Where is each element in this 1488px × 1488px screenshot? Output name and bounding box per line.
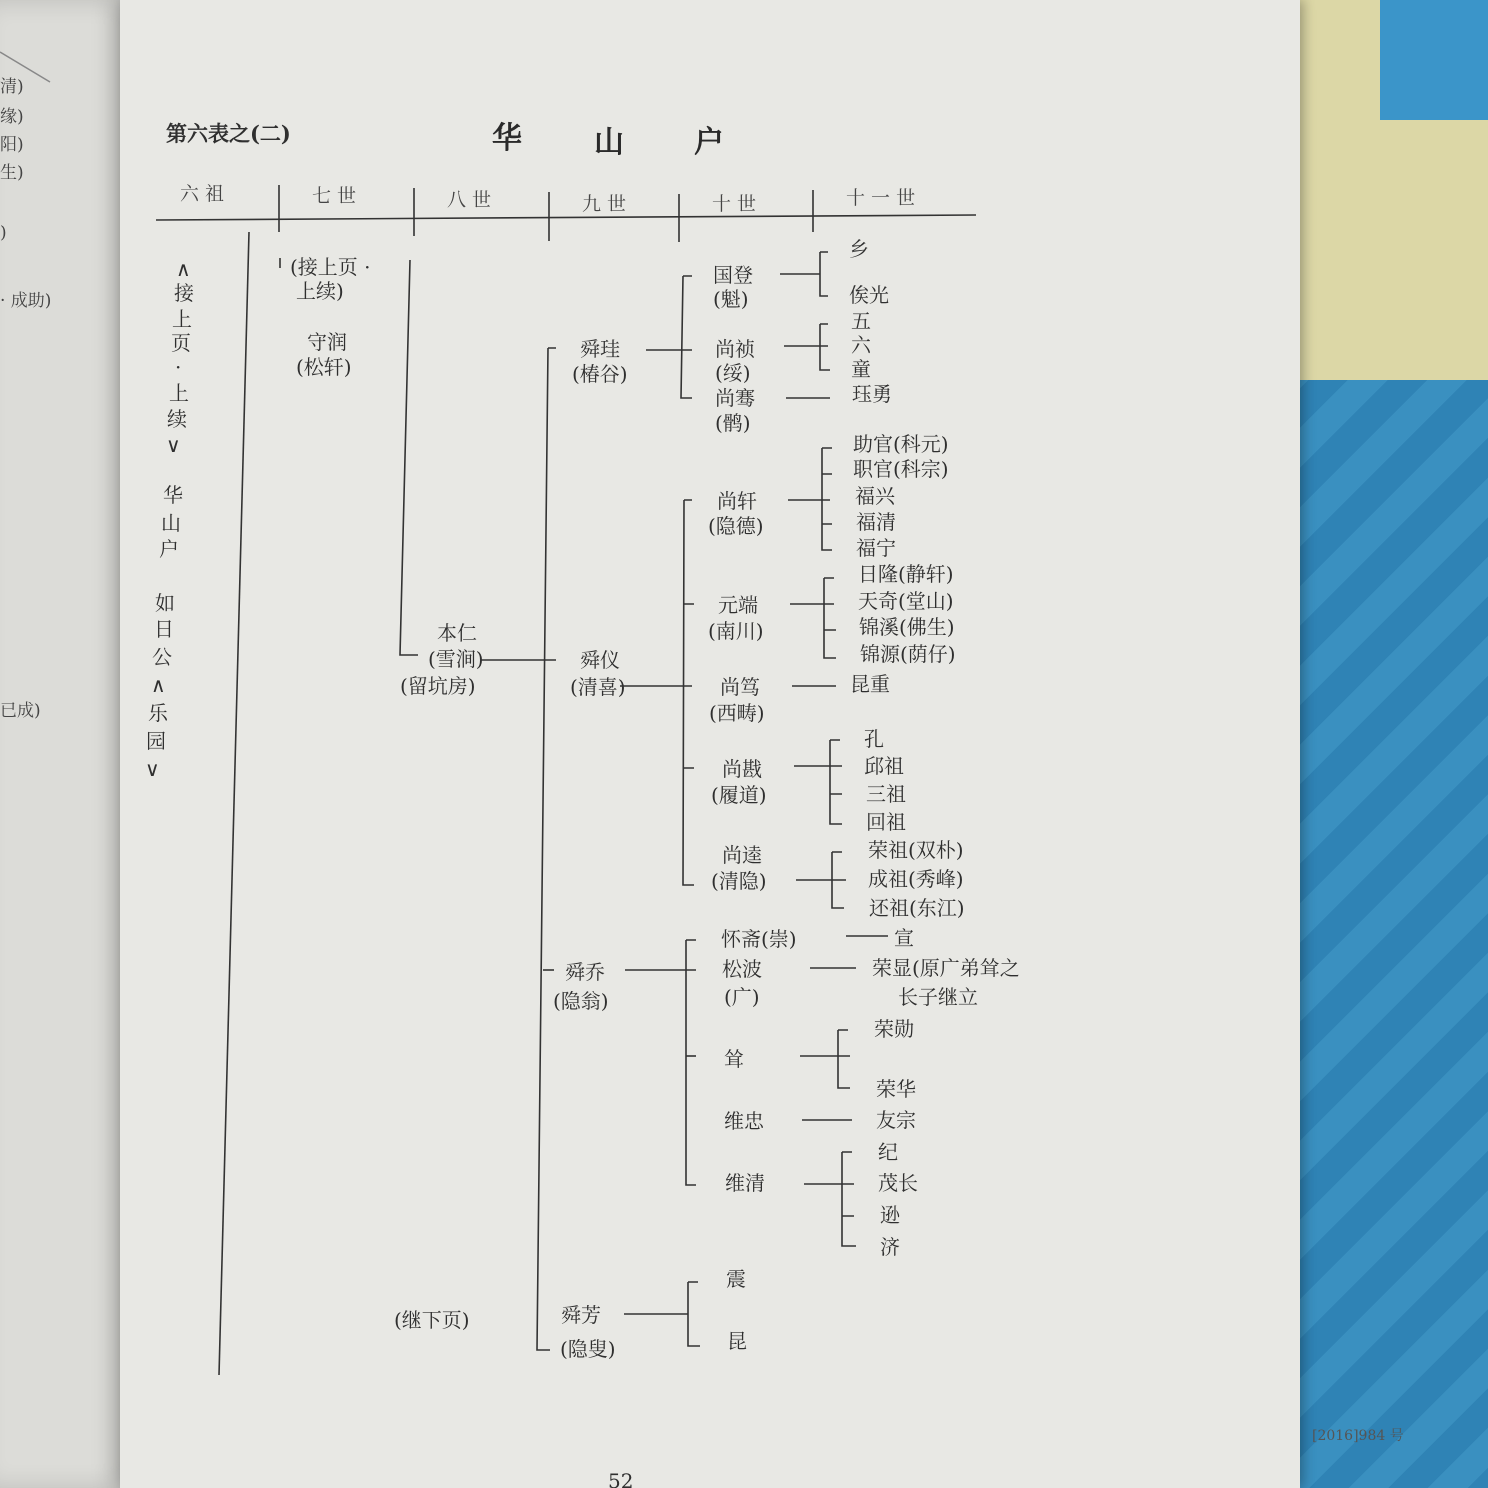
col11-name: 荣勋	[874, 1017, 914, 1041]
col10-name: 尚骞	[715, 386, 755, 410]
vertical-char: ∨	[166, 433, 181, 457]
col11-name: 荣华	[876, 1077, 916, 1101]
col10-name: 昆	[727, 1329, 747, 1353]
col11-name: 成祖(秀峰)	[868, 867, 964, 891]
vertical-char: 上	[169, 381, 189, 405]
vertical-char: 如	[155, 591, 175, 615]
vertical-char: 续	[167, 407, 187, 431]
col11-name: 茂长	[878, 1171, 918, 1195]
vertical-char: 华	[163, 483, 183, 507]
vertical-char: 页	[171, 331, 191, 355]
col11-name: 童	[851, 357, 871, 381]
col10-name: 尚轩	[717, 489, 757, 513]
left-fragment: )	[0, 223, 7, 243]
vertical-char: 公	[152, 645, 172, 669]
col9-alias: (隐翁)	[553, 989, 609, 1013]
col9-name: 舜乔	[565, 960, 605, 984]
col11-name: 俟光	[849, 283, 889, 307]
col8-alias: (雪涧)	[428, 647, 484, 671]
col10-alias: (广)	[724, 985, 760, 1009]
column-header: 十 一 世	[846, 187, 916, 209]
col8-branch: (留坑房)	[400, 674, 476, 698]
left-fragment: 生)	[0, 163, 24, 183]
title-char: 华	[492, 121, 522, 156]
left-fragment: 清)	[0, 77, 24, 97]
col11-name: 三祖	[866, 782, 906, 806]
column-header: 九 世	[582, 193, 627, 215]
col11-name: 昆重	[850, 672, 890, 696]
col11-name: 友宗	[876, 1108, 916, 1132]
column-header: 十 世	[712, 193, 757, 215]
col11-name: 职官(科宗)	[853, 457, 949, 481]
col10-alias: (隐德)	[708, 514, 764, 538]
col11-name: 助官(科元)	[853, 432, 949, 456]
col11-name: 邱祖	[864, 754, 904, 778]
col11-name: 锦溪(佛生)	[859, 615, 955, 639]
col11-name: 纪	[878, 1140, 898, 1164]
col10-alias: (清隐)	[711, 869, 767, 893]
col10-alias: (鹘)	[715, 411, 751, 435]
col11-name: 日隆(静轩)	[858, 562, 954, 586]
col11-name: 荣显(原广弟耸之	[872, 956, 1020, 980]
col11-name: 宣	[894, 926, 914, 950]
vertical-char: ·	[175, 355, 182, 379]
col11	[849, 237, 1020, 1259]
col11-name: 福清	[856, 510, 896, 534]
col11-name: 乡	[849, 237, 869, 261]
edge-stamp: [2016]984 号	[1312, 1428, 1404, 1444]
column-header: 八 世	[447, 189, 492, 211]
vertical-char: 户	[159, 537, 179, 561]
col9-alias: (隐叟)	[560, 1337, 616, 1361]
col7-alias: (松轩)	[296, 355, 352, 379]
col10	[708, 263, 797, 1353]
col6-name	[145, 483, 183, 781]
col10-alias: (履道)	[711, 783, 767, 807]
col10-name: 国登	[713, 263, 753, 287]
left-page-fragments	[0, 52, 51, 721]
tree-connectors	[219, 232, 888, 1375]
col11-name: 逊	[880, 1203, 900, 1227]
col11-name: 孔	[864, 727, 884, 751]
left-fragment: 缘)	[0, 107, 24, 127]
col10-alias: (魁)	[713, 287, 749, 311]
col6-note	[166, 257, 195, 457]
col7-name: 守润	[307, 330, 347, 354]
col11-name: 珏勇	[852, 382, 892, 406]
col7-note-line: (接上页 ·	[290, 255, 371, 279]
title-char: 山	[594, 125, 624, 160]
col11-name: 天奇(堂山)	[858, 589, 954, 613]
col10-name: 怀斋(崇)	[721, 927, 797, 951]
col10-name: 尚祯	[715, 337, 755, 361]
col10-name: 维清	[725, 1171, 765, 1195]
col11-name: 锦源(荫仔)	[860, 642, 956, 666]
col9-name: 舜芳	[561, 1303, 601, 1327]
column-headers	[180, 183, 915, 215]
title-char: 户	[694, 125, 724, 160]
col7-note-line: 上续)	[296, 279, 344, 303]
column-header: 七 世	[312, 185, 357, 207]
column-header: 六 祖	[180, 183, 225, 205]
vertical-char: 园	[146, 729, 166, 753]
vertical-char: 上	[172, 307, 192, 331]
col8-continue-note: (继下页)	[394, 1308, 470, 1332]
col11-name: 福宁	[856, 536, 896, 560]
col10-name: 尚戡	[722, 757, 762, 781]
table-label: 第六表之(二)	[166, 121, 291, 146]
col9-alias: (椿谷)	[572, 362, 628, 386]
vertical-char: ∨	[145, 757, 160, 781]
page-number: 52	[608, 1469, 634, 1488]
col9-name: 舜珪	[580, 337, 620, 361]
col8-name: 本仁	[437, 621, 477, 645]
col9-alias: (清喜)	[570, 675, 626, 699]
vertical-char: ∧	[151, 673, 166, 697]
col10-name: 尚逵	[722, 843, 762, 867]
col10-alias: (绥)	[715, 361, 751, 385]
vertical-char: ∧	[176, 257, 191, 281]
vertical-char: 日	[154, 617, 174, 641]
col11-name: 还祖(东江)	[869, 896, 965, 920]
col11-name: 长子继立	[898, 985, 978, 1009]
col10-alias: (西畴)	[709, 701, 765, 725]
col10-name: 松波	[722, 957, 762, 981]
left-fragment: 已成)	[0, 701, 41, 721]
left-fragment: · 成助)	[0, 291, 52, 311]
col10-name: 维忠	[724, 1109, 764, 1133]
col11-name: 六	[851, 333, 871, 357]
col10-alias: (南川)	[708, 619, 764, 643]
left-fragment: 阳)	[0, 135, 24, 155]
col10-name: 耸	[724, 1047, 744, 1071]
col9-name: 舜仪	[580, 648, 620, 672]
col10-name: 尚笃	[720, 675, 760, 699]
col10-name: 元端	[718, 593, 758, 617]
vertical-char: 接	[174, 281, 194, 305]
vertical-char: 山	[161, 511, 181, 535]
vertical-char: 乐	[148, 701, 168, 725]
col10-name: 震	[726, 1267, 746, 1291]
col11-name: 济	[880, 1235, 900, 1259]
col11-name: 荣祖(双朴)	[868, 838, 964, 862]
col11-name: 五	[851, 309, 871, 333]
col11-name: 福兴	[855, 484, 895, 508]
col11-name: 回祖	[866, 810, 906, 834]
